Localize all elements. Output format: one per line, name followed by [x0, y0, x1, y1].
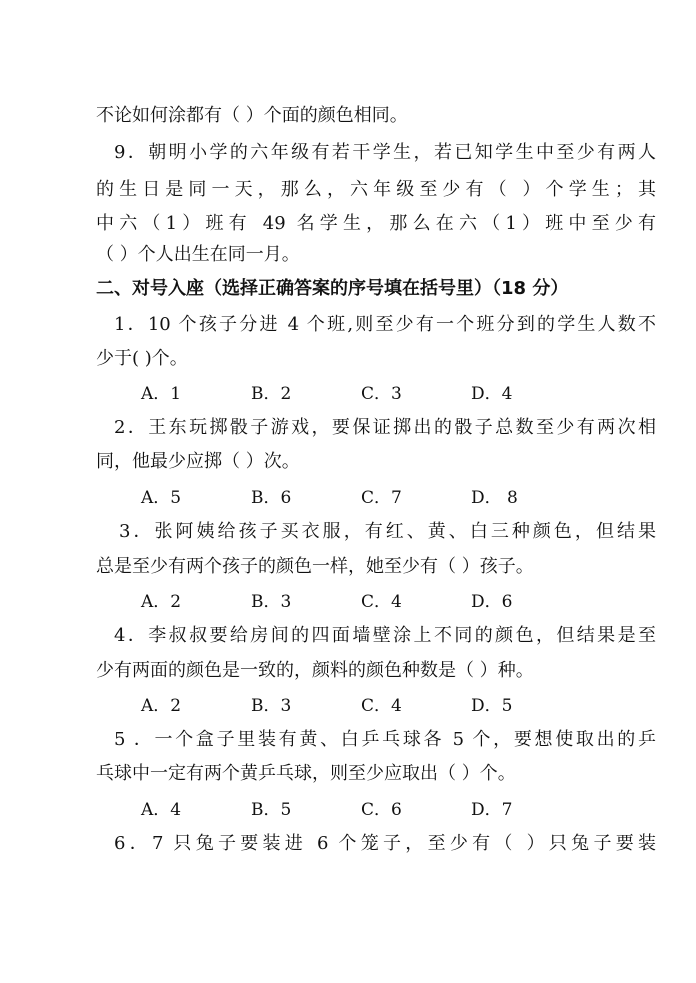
- question-5-options: [141, 798, 581, 822]
- option-b: B．3: [251, 696, 292, 716]
- text-line: 不论如何涂都有（ ）个面的颜色相同。: [96, 105, 408, 126]
- option-c: C．7: [361, 488, 402, 508]
- text-line: （ ）个人出生在同一月。: [96, 244, 300, 265]
- option-d: D．7: [471, 800, 513, 820]
- option-b: B．5: [251, 800, 292, 820]
- option-a: A．2: [141, 696, 182, 716]
- option-b: B．6: [251, 488, 292, 508]
- option-a: A．4: [141, 800, 182, 820]
- option-c: C．3: [361, 384, 402, 404]
- option-c: C．4: [361, 592, 402, 612]
- option-d: D． 8: [471, 488, 518, 508]
- option-b: B．2: [251, 384, 292, 404]
- question-1-options: [141, 382, 581, 406]
- question-3-line: 3．张阿姨给孩子买衣服，有红、黄、白三种颜色，但结果: [119, 521, 656, 542]
- option-d: D．5: [471, 696, 513, 716]
- question-5-line: 乓球中一定有两个黄乒乓球，则至少应取出（ ）个。: [96, 763, 516, 784]
- question-4-line: 少有两面的颜色是一致的，颜料的颜色种数是（ ）种。: [96, 660, 534, 681]
- option-c: C．4: [361, 696, 402, 716]
- question-1-line: 少于( )个。: [96, 348, 188, 369]
- text-line: 中六（1）班有 49 名学生，那么在六（1）班中至少有: [96, 213, 656, 234]
- question-9-line: 9．朝明小学的六年级有若干学生，若已知学生中至少有两人: [114, 142, 656, 163]
- question-4-line: 4．李叔叔要给房间的四面墙壁涂上不同的颜色，但结果是至: [114, 625, 656, 646]
- option-a: A．1: [141, 384, 182, 404]
- option-d: D．6: [471, 592, 513, 612]
- option-d: D．4: [471, 384, 513, 404]
- text-line: 的生日是同一天，那么，六年级至少有（ ）个学生；其: [96, 179, 656, 200]
- question-3-options: [141, 590, 581, 614]
- question-3-line: 总是至少有两个孩子的颜色一样，她至少有（ ）孩子。: [96, 556, 534, 577]
- option-a: A．5: [141, 488, 182, 508]
- option-a: A．2: [141, 592, 182, 612]
- question-5-line: 5 ．一个盒子里装有黄、白乒乓球各 5 个，要想使取出的乒: [114, 729, 656, 750]
- question-2-options: [141, 486, 581, 510]
- section-2-heading: 二、对号入座（选择正确答案的序号填在括号里）（18 分）: [96, 278, 569, 299]
- question-4-options: [141, 694, 581, 718]
- option-b: B．3: [251, 592, 292, 612]
- question-1-line: 1．10 个孩子分进 4 个班,则至少有一个班分到的学生人数不: [114, 314, 656, 335]
- question-2-line: 同，他最少应掷（ ）次。: [96, 451, 300, 472]
- question-6-line: 6．7 只兔子要装进 6 个笼子，至少有（ ）只兔子要装: [114, 833, 656, 854]
- question-2-line: 2．王东玩掷骰子游戏，要保证掷出的骰子总数至少有两次相: [114, 417, 656, 438]
- option-c: C．6: [361, 800, 402, 820]
